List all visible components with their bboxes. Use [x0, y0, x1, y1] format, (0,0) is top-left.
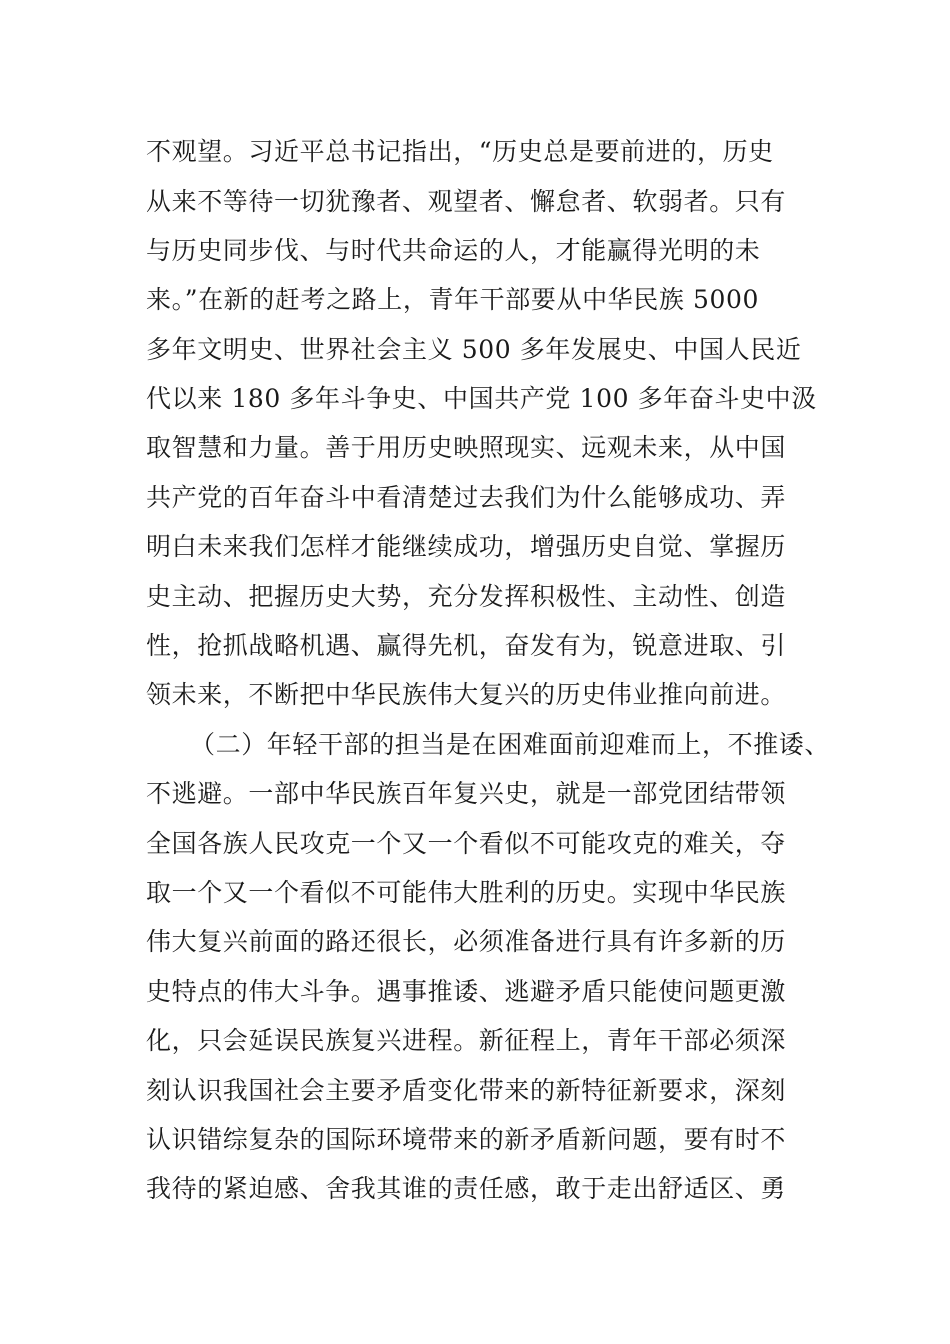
text-line: 从来不等待一切犹豫者、观望者、懈怠者、软弱者。只有: [146, 187, 787, 216]
text-line: 不观望。习近平总书记指出，“历史总是要前进的，历史: [146, 137, 774, 166]
paragraph-heading-line: （二）年轻干部的担当是在困难面前迎难而上，不推诿、: [190, 730, 831, 759]
text-line: 多年文明史、世界社会主义 500 多年发展史、中国人民近: [146, 335, 802, 364]
text-line: 史主动、把握历史大势，充分发挥积极性、主动性、创造: [146, 582, 787, 611]
text-line: 化，只会延误民族复兴进程。新征程上，青年干部必须深: [146, 1026, 787, 1055]
text-line: 共产党的百年奋斗中看清楚过去我们为什么能够成功、弄: [146, 483, 787, 512]
text-line: 领未来，不断把中华民族伟大复兴的历史伟业推向前进。: [146, 680, 787, 709]
text-line: 史特点的伟大斗争。遇事推诿、逃避矛盾只能使问题更激: [146, 977, 787, 1006]
text-line: 性，抢抓战略机遇、赢得先机，奋发有为，锐意进取、引: [146, 631, 787, 660]
text-line: 与历史同步伐、与时代共命运的人，才能赢得光明的未: [146, 236, 761, 265]
text-line: 来。”在新的赶考之路上，青年干部要从中华民族 5000: [146, 285, 760, 314]
text-line: 取一个又一个看似不可能伟大胜利的历史。实现中华民族: [146, 878, 787, 907]
text-line: 代以来 180 多年斗争史、中国共产党 100 多年奋斗史中汲: [146, 384, 817, 413]
text-line: 认识错综复杂的国际环境带来的新矛盾新问题，要有时不: [146, 1125, 787, 1154]
text-line: 刻认识我国社会主要矛盾变化带来的新特征新要求，深刻: [146, 1076, 787, 1105]
text-line: 取智慧和力量。善于用历史映照现实、远观未来，从中国: [146, 433, 787, 462]
text-line: 全国各族人民攻克一个又一个看似不可能攻克的难关，夺: [146, 829, 787, 858]
text-line: 不逃避。一部中华民族百年复兴史，就是一部党团结带领: [146, 779, 787, 808]
text-line: 明白未来我们怎样才能继续成功，增强历史自觉、掌握历: [146, 532, 787, 561]
text-line: 伟大复兴前面的路还很长，必须准备进行具有许多新的历: [146, 927, 787, 956]
text-line: 我待的紧迫感、舍我其谁的责任感，敢于走出舒适区、勇: [146, 1174, 787, 1203]
